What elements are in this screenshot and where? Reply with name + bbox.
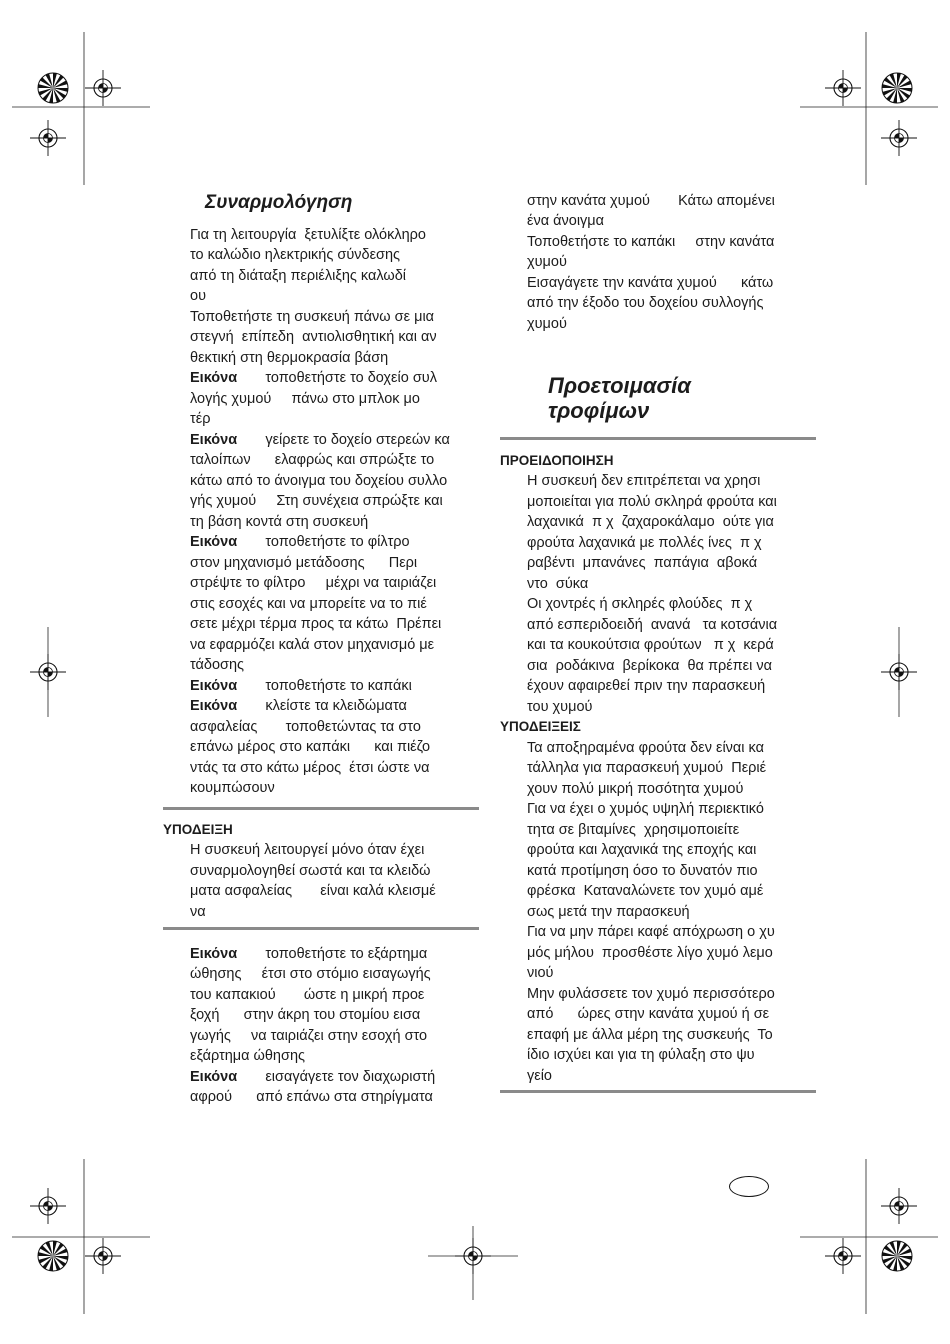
text-line: νιού xyxy=(527,965,554,982)
text-line: κατά προτίμηση όσο το δυνατόν πιο xyxy=(527,862,758,879)
figure-ref-label: Εικόνα xyxy=(190,370,238,387)
food-prep-notices xyxy=(500,451,777,1087)
text-line: θεκτική στη θερμοκρασία βάση xyxy=(190,349,389,366)
warning-item xyxy=(500,471,777,594)
starburst-icon xyxy=(38,73,68,103)
text-line: μός μήλου προσθέστε λίγο χυμό λεμο xyxy=(527,944,773,961)
text-line: ματα ασφαλείας είναι καλά κλεισμέ xyxy=(190,883,436,900)
text-line: από εσπεριδοειδή ανανά τα κοτσάνια xyxy=(527,616,778,633)
registration-target-icon xyxy=(881,1188,917,1224)
text-line: φρέσκα Καταναλώνετε τον χυμό αμέ xyxy=(527,883,764,900)
starburst-icon xyxy=(882,1241,912,1271)
section-title-line: Προετοιμασία xyxy=(548,372,691,398)
text-line: από τη διάταξη περιέλιξης καλωδί xyxy=(190,267,407,284)
text-line: ραβέντι μπανάνες παπάγια αβοκά xyxy=(527,555,758,572)
hints-label: ΥΠΟΔΕΙΞΕΙΣ xyxy=(500,719,581,735)
text-line: γωγής να ταιριάζει στην εσοχή στο xyxy=(190,1027,428,1044)
divider-rule xyxy=(500,437,816,440)
section-title-assembly: Συναρμολόγηση xyxy=(205,192,353,213)
text-line xyxy=(190,532,450,553)
text-line: στον μηχανισμό μετάδοσης Περι xyxy=(190,554,418,571)
starburst-icon xyxy=(38,1241,68,1271)
text-line: λογής χυμού πάνω στο μπλοκ μο xyxy=(190,390,420,407)
line-text: τοποθετήστε το φίλτρο xyxy=(237,534,410,551)
line-text: εισαγάγετε τον διαχωριστή xyxy=(237,1068,436,1085)
text-line: ταλοίπων ελαφρώς και σπρώξτε το xyxy=(190,452,435,469)
warning-list xyxy=(500,471,777,717)
text-line: ίδιο ισχύει και για τη φύλαξη στο ψυ xyxy=(527,1047,755,1064)
text-line: να εφαρμόζει καλά στον μηχανισμό με xyxy=(190,636,435,653)
text-line: στρέψτε το φίλτρο μέχρι να ταιριάζει xyxy=(190,575,437,592)
text-line: εξάρτημα ώθησης xyxy=(190,1048,306,1065)
warning-label: ΠΡΟΕΙΔΟΠΟΙΗΣΗ xyxy=(500,452,614,468)
text-line: από την έξοδο του δοχείου συλλογής xyxy=(527,295,764,312)
line-text: τοποθετήστε το εξάρτημα xyxy=(237,945,428,962)
assembly-steps xyxy=(190,225,450,799)
text-line: τη βάση κοντά στη συσκευή xyxy=(190,513,369,530)
text-line: χυμού xyxy=(527,315,567,332)
text-line: Οι χοντρές ή σκληρές φλούδες π χ xyxy=(527,596,753,613)
figure-ref-label: Εικόνα xyxy=(190,534,238,551)
text-line: τητα σε βιταμίνες χρησιμοποιείτε xyxy=(527,821,740,838)
text-line: ντο σύκα xyxy=(527,575,589,592)
text-line: κάτω από το άνοιγμα του δοχείου συλλο xyxy=(190,472,448,489)
text-line: λαχανικά π χ ζαχαροκάλαμο ούτε για xyxy=(527,514,774,531)
text-line: Η συσκευή δεν επιτρέπεται να χρησι xyxy=(527,473,761,490)
text-line: επάνω μέρος στο καπάκι και πιέζο xyxy=(190,739,431,756)
text-line: τάλληλα για παρασκευή χυμού Περιέ xyxy=(527,760,767,777)
text-line: έχουν αφαιρεθεί πριν την παρασκευή xyxy=(527,678,766,695)
divider-rule xyxy=(163,807,479,810)
line-text: τοποθετήστε το καπάκι xyxy=(237,677,412,694)
line-text: γείρετε το δοχείο στερεών κα xyxy=(237,431,450,448)
text-line: σως μετά την παρασκευή xyxy=(527,903,690,920)
text-line: ντάς τα στο κάτω μέρος έτσι ώστε να xyxy=(190,759,430,776)
assembly-note xyxy=(163,820,436,923)
registration-target-icon xyxy=(30,120,66,156)
text-line: χουν πολύ μικρή ποσότητα χυμού xyxy=(527,780,744,797)
text-line: ου xyxy=(190,288,206,305)
text-line: από ώρες στην κανάτα χυμού ή σε xyxy=(527,1006,770,1023)
text-line: Η συσκευή λειτουργεί μόνο όταν έχει xyxy=(190,842,425,859)
registration-target-icon xyxy=(30,654,66,690)
registration-target-icon xyxy=(825,70,861,106)
text-line: σια ροδάκινα βερίκοκα θα πρέπει να xyxy=(527,657,773,674)
text-line: ξοχή στην άκρη του στομίου εισα xyxy=(190,1007,421,1024)
language-badge-icon xyxy=(729,1176,769,1197)
registration-target-icon xyxy=(825,1238,861,1274)
text-line: το καλώδιο ηλεκτρικής σύνδεσης xyxy=(190,247,401,264)
figure-ref-label: Εικόνα xyxy=(190,945,238,962)
figure-ref-label: Εικόνα xyxy=(190,677,238,694)
text-line xyxy=(190,430,450,451)
text-line xyxy=(190,368,450,389)
hints-text xyxy=(500,738,777,1087)
registration-target-icon xyxy=(30,1188,66,1224)
registration-target-icon xyxy=(85,1238,121,1274)
figure-ref-label: Εικόνα xyxy=(190,431,238,448)
text-line: Μην φυλάσσετε τον χυμό περισσότερο xyxy=(527,985,775,1002)
text-line: συναρμολογηθεί σωστά και τα κλειδώ xyxy=(190,862,431,879)
assembly-steps-end xyxy=(527,191,775,335)
text-line: Για να μην πάρει καφέ απόχρωση ο χυ xyxy=(527,924,775,941)
text-line xyxy=(190,1067,435,1088)
text-line: Τοποθετήστε το καπάκι στην κανάτα xyxy=(527,233,775,250)
text-line: κουμπώσουν xyxy=(190,780,275,797)
registration-target-icon xyxy=(85,70,121,106)
text-line: ώθησης έτσι στο στόμιο εισαγωγής xyxy=(190,966,431,983)
text-line: Για τη λειτουργία ξετυλίξτε ολόκληρο xyxy=(190,226,426,243)
assembly-steps-continued xyxy=(190,944,435,1108)
text-line: ασφαλείας τοποθετώντας τα στο xyxy=(190,718,421,735)
figure-ref-label: Εικόνα xyxy=(190,698,238,715)
text-line: ένα άνοιγμα xyxy=(527,213,605,230)
registration-target-icon xyxy=(881,120,917,156)
text-line: τάδοσης xyxy=(190,657,245,674)
text-line: στην κανάτα χυμού Κάτω απομένει xyxy=(527,192,775,209)
text-line: του χυμού xyxy=(527,698,593,715)
divider-rule xyxy=(500,1090,816,1093)
text-line: Τοποθετήστε τη συσκευή πάνω σε μια xyxy=(190,308,435,325)
text-line: Για να έχει ο χυμός υψηλή περιεκτικό xyxy=(527,801,764,818)
text-line: μοποιείται για πολύ σκληρά φρούτα και xyxy=(527,493,777,510)
starburst-icon xyxy=(882,73,912,103)
line-text: κλείστε τα κλειδώματα xyxy=(237,698,407,715)
text-line: αφρού από επάνω στα στηρίγματα xyxy=(190,1089,433,1106)
note-label: ΥΠΟΔΕΙΞΗ xyxy=(163,821,233,837)
text-line: του καπακιού ώστε η μικρή προε xyxy=(190,986,425,1003)
text-line: σετε μέχρι τέρμα προς τα κάτω Πρέπει xyxy=(190,616,442,633)
section-title-line: τροφίμων xyxy=(548,397,650,423)
text-line: Τα αποξηραμένα φρούτα δεν είναι κα xyxy=(527,739,765,756)
divider-rule xyxy=(163,927,479,930)
figure-ref-label: Εικόνα xyxy=(190,1068,238,1085)
registration-target-icon xyxy=(455,1238,491,1274)
text-line: γής χυμού Στη συνέχεια σπρώξτε και xyxy=(190,493,443,510)
text-line: γείο xyxy=(527,1067,552,1084)
text-line: χυμού xyxy=(527,254,567,271)
text-line: φρούτα λαχανικά με πολλές ίνες π χ xyxy=(527,534,762,551)
warning-item xyxy=(500,594,777,717)
text-line: επαφή με άλλα μέρη της συσκευής Το xyxy=(527,1026,773,1043)
text-line: στις εσοχές και να μπορείτε να το πιέ xyxy=(190,595,427,612)
text-line: στεγνή επίπεδη αντιολισθητική και αν xyxy=(190,329,437,346)
line-text: τοποθετήστε το δοχείο συλ xyxy=(237,370,437,387)
text-line: Εισαγάγετε την κανάτα χυμού κάτω xyxy=(527,274,774,291)
text-line xyxy=(190,696,450,717)
text-line xyxy=(190,944,435,965)
text-line xyxy=(190,676,450,697)
note-text xyxy=(163,840,436,922)
text-line: τέρ xyxy=(190,411,211,428)
text-line: να xyxy=(190,903,206,920)
text-line: φρούτα και λαχανικά της εποχής και xyxy=(527,842,757,859)
registration-target-icon xyxy=(881,654,917,690)
text-line: και τα κουκούτσια φρούτων π χ κερά xyxy=(527,637,774,654)
section-title-food-prep xyxy=(548,373,691,423)
